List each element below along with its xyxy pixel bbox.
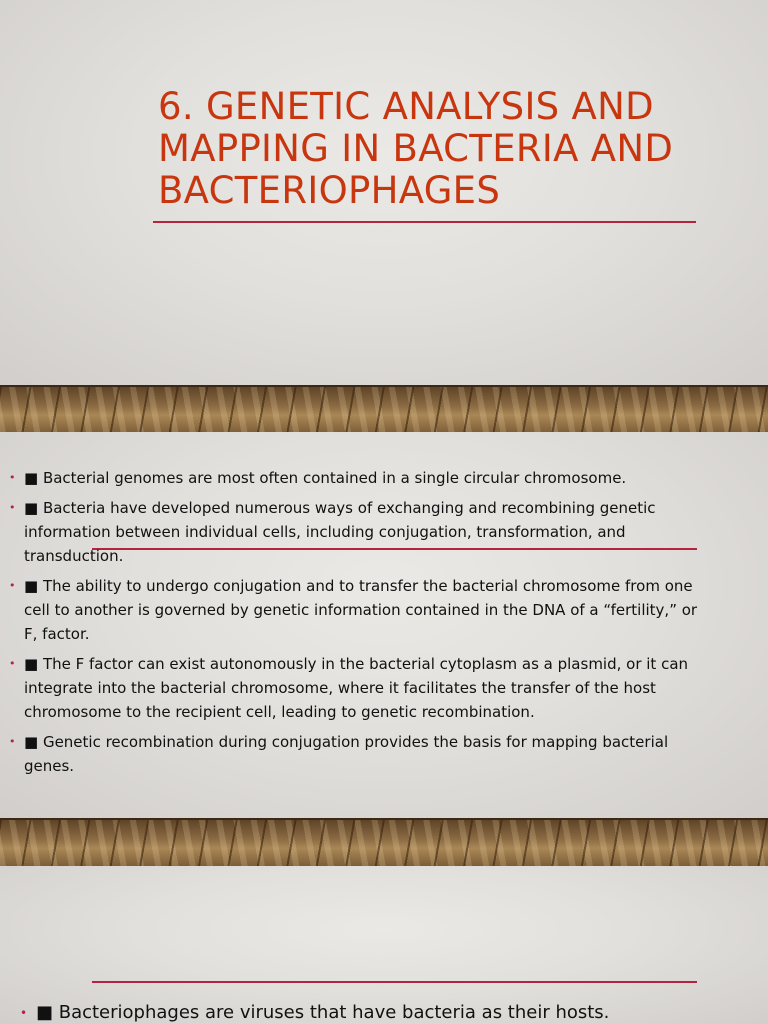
slide-2 — [0, 432, 768, 818]
list-item — [9, 466, 704, 490]
bullet-text: ■ The F factor can exist autonomously in the bacterial cytoplasm as a plasmid, or it can integrate into the bacterial chromosome, where it facilitates the transfer of the host chromosome to the recipient cell, leading to genetic recombination. — [24, 655, 689, 721]
bullet-list — [9, 466, 704, 784]
slide-3 — [0, 866, 768, 1024]
accent-rule — [92, 981, 697, 983]
bullet-dot-icon: • — [9, 657, 16, 670]
slide-title: 6. GENETIC ANALYSIS AND MAPPING IN BACTERIA AND BACTERIOPHAGES — [158, 85, 674, 212]
bullet-dot-icon: • — [9, 501, 16, 514]
bullet-dot-icon: • — [20, 1006, 28, 1020]
list-item — [20, 999, 716, 1024]
bullet-dot-icon: • — [9, 735, 16, 748]
wood-floor-divider — [0, 818, 768, 867]
list-item — [9, 496, 704, 568]
bullet-dot-icon: • — [9, 471, 16, 484]
list-item — [9, 574, 704, 646]
bullet-text: ■ Bacteria have developed numerous ways of exchanging and recombining genetic information between individual cells, including conjugation, transformation, and transduction. — [24, 499, 656, 565]
bullet-list — [20, 999, 716, 1024]
list-item — [9, 652, 704, 724]
bullet-text: ■ Genetic recombination during conjugation provides the basis for mapping bacterial genes. — [24, 733, 669, 775]
bullet-text: ■ The ability to undergo conjugation and to transfer the bacterial chromosome from one cell to another is governed by genetic information contained in the DNA of a “fertility,” or F, factor. — [24, 577, 698, 643]
bullet-text: ■ Bacterial genomes are most often contained in a single circular chromosome. — [24, 469, 627, 487]
list-item — [9, 730, 704, 778]
slide-1 — [0, 0, 768, 386]
title-underline — [153, 221, 696, 223]
wood-floor-divider — [0, 385, 768, 434]
bullet-text: ■ Bacteriophages are viruses that have bacteria as their hosts. — [36, 1002, 610, 1023]
bullet-dot-icon: • — [9, 579, 16, 592]
